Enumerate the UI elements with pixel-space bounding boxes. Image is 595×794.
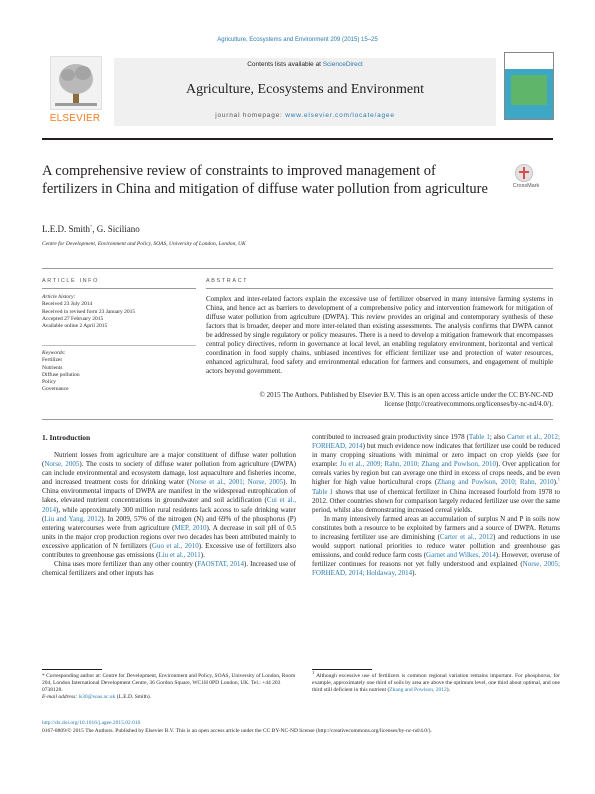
paragraph-text: ). However, overuse of fertilizer continues for reasons not yet fully understood and explained ( <box>312 551 560 569</box>
footnote-text <box>42 673 296 694</box>
history-accepted: Accepted 27 February 2015 <box>42 315 104 322</box>
citation-link[interactable]: Norse et al., 2001; Norse, 2005 <box>189 478 284 487</box>
paragraph-text: ). <box>412 569 417 578</box>
keywords-label: Keywords: <box>42 350 66 356</box>
paragraph-text: ). A decrease in soil pH of 0.5 units in the major crop production regions over two decades has been attributed mainly to excessive application of N fertilizers ( <box>42 523 297 550</box>
history-label: Article history: <box>42 294 76 300</box>
header-rule <box>42 138 553 140</box>
keyword-item: Governance <box>42 386 69 393</box>
author-separator: , <box>92 224 97 234</box>
citation-link[interactable]: Zhang and Powlson, 2010; Rahn, 2010 <box>437 478 554 487</box>
citation-link[interactable]: Guo et al., 2010 <box>151 541 199 550</box>
homepage-prefix: journal homepage: <box>215 112 286 119</box>
sciencedirect-link[interactable]: ScienceDirect <box>322 61 363 68</box>
paragraph-text: ), while approximately 300 million rural residents lack access to safe drinking water ( <box>42 505 296 523</box>
article-info-heading: ARTICLE INFO <box>42 278 99 284</box>
section-rule <box>42 268 553 269</box>
citation-link[interactable]: FAOSTAT, 2014 <box>197 560 245 569</box>
footnote-rule <box>42 669 102 670</box>
paragraph-text: ) and reductions in use would support national priorities to reduce water pollution and greenhouse gas emissions, and could reduce farm costs ( <box>312 533 561 560</box>
paragraph-text: Nutrient losses from agriculture are a major constituent of diffuse water pollution ( <box>42 451 296 469</box>
article-title: A comprehensive review of constraints to improved management of fertilizers in China and mitigation of diffuse water pollution from agriculture <box>42 163 488 197</box>
paragraph-text: ). <box>553 478 558 487</box>
paragraph-text: In many intensively farmed areas an accumulation of surplus N and P in soils now constitutes both a resource to be exploited by farmers and a source of DWPA. Returns to increasing fertilizer use are diminishing ( <box>312 514 560 542</box>
citation-link[interactable]: Zhang and Powlson, 2012 <box>389 687 447 693</box>
paragraph-text: ). In China environmental impacts of DWPA are manifest in the widespread eutrophication of lakes, elevated nutrient concentrations in groundwater and soil acidification ( <box>42 478 296 505</box>
keyword-item: Policy <box>42 379 57 386</box>
abstract-bottom-rule <box>42 419 553 420</box>
publisher-name: ELSEVIER <box>49 113 101 124</box>
footnote-body: ). <box>446 687 450 693</box>
paragraph-text: ). Over application for cereals varies by region but can average one third in excess of crops needs, and be even higher for high value horticultural crops ( <box>312 460 561 487</box>
footnote-body: Corresponding author at: Centre for Development, Environment and Policy, SOAS, University of London, Room 204, London International Development Centre, 36 Gordon Square, WC1H 0PD London, UK. Tel.: +44 203 0738128. <box>42 673 296 693</box>
citation-link[interactable]: Liu et al., 2011 <box>158 551 201 560</box>
keywords <box>42 350 196 394</box>
paragraph-text: China uses more fertilizer than any other country ( <box>54 560 198 569</box>
email-link[interactable]: ls30@soas.ac.uk <box>78 694 116 700</box>
author-1[interactable]: L.E.D. Smith <box>42 224 91 234</box>
elsevier-logo <box>42 56 108 126</box>
citation-link[interactable]: Ju et al., 2009; Rahn, 2010; Zhang and Powlson, 2010 <box>339 460 496 469</box>
citation-link[interactable]: Liu and Yang, 2012 <box>44 514 102 523</box>
journal-masthead <box>42 52 553 132</box>
body-column-right <box>312 433 560 579</box>
citation-link[interactable]: Carter et al., 2012; FORHEAD, 2014 <box>312 433 560 451</box>
table-link[interactable]: Table 1 <box>312 487 334 496</box>
citation-link[interactable]: Norse, 2005 <box>44 460 80 469</box>
citation-link[interactable]: Carter et al., 2012 <box>439 533 493 542</box>
license-line-1: © 2015 The Authors. Published by Elsevier B.V. This is an open access article under the CC BY-NC-ND <box>259 391 553 399</box>
journal-title: Agriculture, Ecosystems and Environment <box>186 82 424 97</box>
history-received: Received 23 July 2014 <box>42 301 93 308</box>
paragraph-text: ). <box>200 551 205 560</box>
doi-link[interactable]: http://dx.doi.org/10.1016/j.agee.2015.02.016 <box>42 720 141 726</box>
homepage-line <box>114 112 496 119</box>
paragraph-text: shows that use of chemical fertilizer in China increased fourfold from 1978 to 2012. Other countries shown for comparison largely reduced fertilizer use over the same period, whilst also demonstrating increased cereal yields. <box>312 487 560 514</box>
keyword-item: Fertilizer <box>42 357 63 364</box>
footnote-link[interactable]: 1 <box>557 477 560 483</box>
paragraph-text: ; also <box>489 433 508 441</box>
affiliation: Centre for Development, Environment and Policy, SOAS, University of London, London, UK <box>42 241 246 247</box>
cover-image <box>511 75 547 105</box>
keyword-item: Diffuse pollution <box>42 371 80 378</box>
keywords-rule <box>42 345 196 346</box>
citation-link[interactable]: Cui et al., 2014 <box>42 496 296 514</box>
crossmark-badge[interactable] <box>503 164 555 196</box>
corresponding-author-mark[interactable]: * <box>90 224 93 229</box>
corresponding-author-footnote <box>42 673 296 701</box>
history-online: Available online 2 April 2015 <box>42 323 108 330</box>
table-link[interactable]: Table 1 <box>468 433 490 441</box>
crossmark-icon <box>515 164 533 182</box>
journal-header-box <box>114 58 496 126</box>
footnote-mark: 1 <box>312 670 315 676</box>
citation-link[interactable]: MEP, 2010 <box>174 523 207 532</box>
license-line-2[interactable]: license (http://creativecommons.org/licenses/by-nc-nd/4.0/). <box>384 400 553 408</box>
cover-title-band <box>505 53 553 69</box>
paragraph-text: contributed to increased grain productivity since 1978 ( <box>312 433 469 441</box>
paragraph <box>312 433 560 515</box>
abstract-text: Complex and inter-related factors explain the excessive use of fertilizer observed in many intensive farming systems in China, and hence act as barriers to development of a comprehensive policy and intervention framework for mitigation of diffuse water pollution from agriculture (DWPA). This review provides an original and contemporary synthesis of these factors that is broader, deeper and more inter-related than existing assessments. The analysis confirms that DWPA cannot be addressed by single regulatory or policy measures. There is a need to develop a mitigation framework that encompasses central policy directives, reform in governance at local level, an enabling regulatory environment, horizontal and vertical coordination in food supply chains, unbiased incentives for efficient fertilizer use and protection of water resources, enhanced agricultural, food safety and environmental education for farmers and consumers, and engagement of multiple actors beyond government. <box>206 295 553 375</box>
paragraph-text: ). The costs to society of diffuse water pollution from agriculture (DWPA) can include environmental and ecosystem damage, lost aquaculture and fisheries income, and increased treatment costs for drinking water ( <box>42 460 296 487</box>
footnote-body: Although excessive use of fertilizers is common regional variation remains important. For phosphorus, for example, approximately one third of soils by area are above the optimum level, one third about optimal, and one third still deficient in this nutrient ( <box>312 673 560 693</box>
contents-line <box>114 61 496 68</box>
paragraph <box>312 515 560 579</box>
abstract-heading: ABSTRACT <box>206 278 249 284</box>
email-line <box>42 694 296 701</box>
authors <box>42 224 140 234</box>
email-suffix: (L.E.D. Smith). <box>115 694 152 700</box>
footnote-1 <box>312 670 560 694</box>
paragraph-text: ) but much evidence now indicates that fertilizer use could be reduced in many cropping situations with minimal or zero impact on crop yields (see for example: <box>312 442 560 469</box>
citation-link[interactable]: Norse, 2005; FORHEAD, 2014; Holdaway, 2014 <box>312 560 560 578</box>
contents-prefix: Contents lists available at <box>247 61 323 68</box>
footnote-rule <box>312 669 372 670</box>
body-column-left <box>42 451 296 578</box>
abstract-rule <box>206 288 553 289</box>
license-statement <box>206 391 553 409</box>
footnote-mark: * <box>42 673 45 679</box>
citation-link[interactable]: Garnet and Wilkes, 2014 <box>426 551 496 560</box>
article-info-rule <box>42 288 196 289</box>
paragraph <box>42 560 296 578</box>
email-label: E-mail address: <box>42 694 79 700</box>
journal-homepage-link[interactable]: www.elsevier.com/locate/agee <box>285 112 395 119</box>
keyword-item: Nutrients <box>42 364 63 371</box>
elsevier-tree-icon <box>50 56 102 110</box>
section-heading-introduction: 1. Introduction <box>42 433 91 442</box>
history-revised: Received in revised form 23 January 2015 <box>42 308 136 315</box>
paragraph-text: ). In 2009, 57% of the nitrogen (N) and 69% of the phosphorus (P) entering watercourses were from agriculture ( <box>42 514 297 532</box>
crossmark-label: CrossMark <box>512 183 540 189</box>
author-2[interactable]: G. Siciliano <box>96 224 140 234</box>
article-history <box>42 294 196 330</box>
paragraph-text: ). Excessive use of fertilizers also contributes to greenhouse gas emissions ( <box>42 541 296 560</box>
copyright-line: 0167-8809/© 2015 The Authors. Published by Elsevier B.V. This is an open access article under the CC BY-NC-ND license (http://creativecommons.org/licenses/by-nc-nd/4.0/). <box>42 728 432 734</box>
journal-cover-thumbnail <box>504 52 554 120</box>
running-head: Agriculture, Ecosystems and Environment 209 (2015) 15–25 <box>217 37 378 43</box>
paragraph-text: ). Increased use of chemical fertilizers and other inputs has <box>42 560 296 578</box>
paragraph <box>42 451 296 560</box>
